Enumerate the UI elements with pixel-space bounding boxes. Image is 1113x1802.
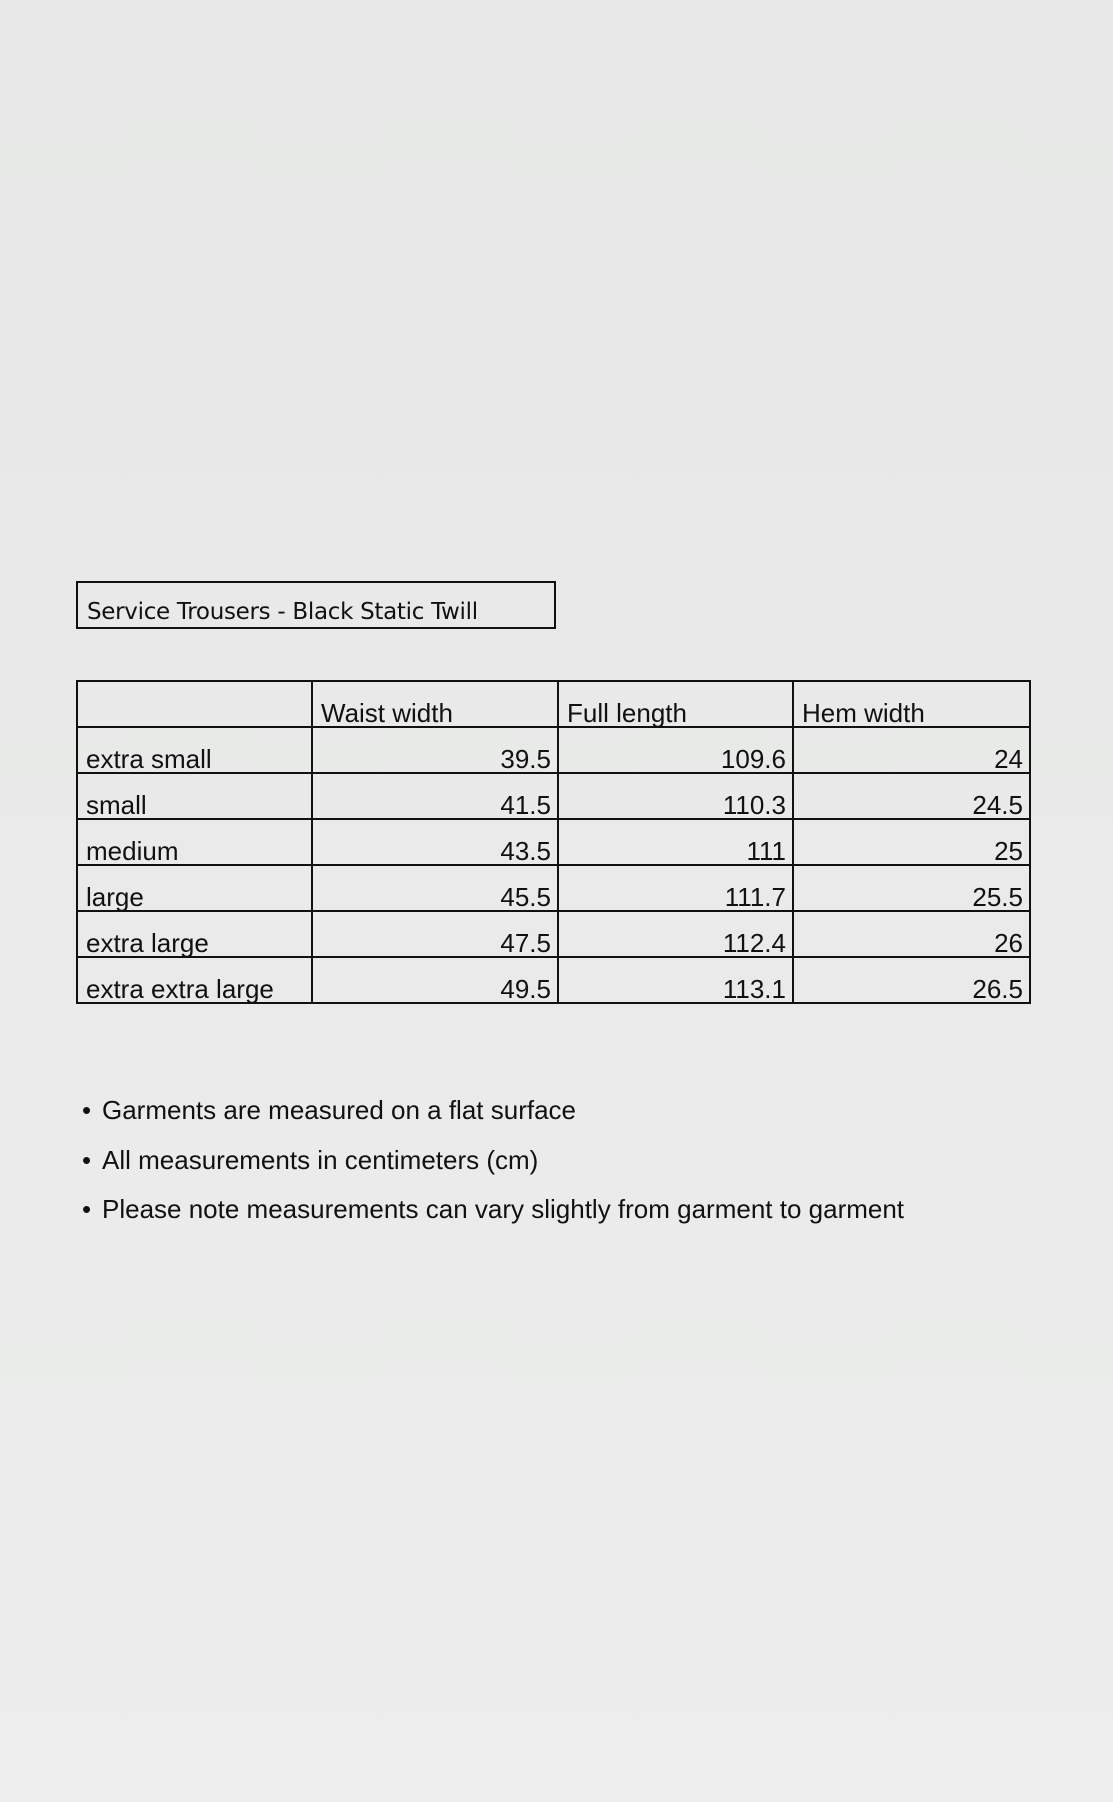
table-row	[77, 865, 1030, 911]
waist-value: 39.5	[312, 727, 558, 773]
header-size	[77, 681, 312, 727]
size-label: small	[77, 773, 312, 819]
length-value: 110.3	[558, 773, 793, 819]
length-value: 113.1	[558, 957, 793, 1003]
size-label: extra large	[77, 911, 312, 957]
header-full-length: Full length	[558, 681, 793, 727]
size-label: extra extra large	[77, 957, 312, 1003]
table-row	[77, 773, 1030, 819]
hem-value: 24.5	[793, 773, 1030, 819]
header-hem-width: Hem width	[793, 681, 1030, 727]
length-value: 112.4	[558, 911, 793, 957]
waist-value: 43.5	[312, 819, 558, 865]
bullet-icon: •	[82, 1095, 92, 1125]
hem-value: 25.5	[793, 865, 1030, 911]
size-label: medium	[77, 819, 312, 865]
note-text: Please note measurements can vary slightly from garment to garment	[102, 1194, 905, 1224]
length-value: 109.6	[558, 727, 793, 773]
table-row	[77, 911, 1030, 957]
size-chart-table	[76, 680, 1031, 1004]
hem-value: 24	[793, 727, 1030, 773]
table-row	[77, 957, 1030, 1003]
list-item	[82, 1189, 904, 1239]
note-text: All measurements in centimeters (cm)	[102, 1144, 539, 1175]
waist-value: 47.5	[312, 911, 558, 957]
table-header-row	[77, 681, 1030, 727]
list-item	[82, 1090, 904, 1140]
table-row	[77, 727, 1030, 773]
waist-value: 41.5	[312, 773, 558, 819]
list-item	[82, 1140, 904, 1190]
length-value: 111.7	[558, 865, 793, 911]
note-text: Garments are measured on a flat surface	[102, 1095, 577, 1125]
measurement-notes	[82, 1090, 904, 1239]
size-label: extra small	[77, 727, 312, 773]
bullet-icon: •	[82, 1144, 92, 1175]
hem-value: 26.5	[793, 957, 1030, 1003]
waist-value: 45.5	[312, 865, 558, 911]
hem-value: 26	[793, 911, 1030, 957]
waist-value: 49.5	[312, 957, 558, 1003]
product-title: Service Trousers - Black Static Twill	[76, 581, 556, 629]
header-waist-width: Waist width	[312, 681, 558, 727]
bullet-icon: •	[82, 1194, 92, 1224]
length-value: 111	[558, 819, 793, 865]
table-row	[77, 819, 1030, 865]
hem-value: 25	[793, 819, 1030, 865]
size-label: large	[77, 865, 312, 911]
